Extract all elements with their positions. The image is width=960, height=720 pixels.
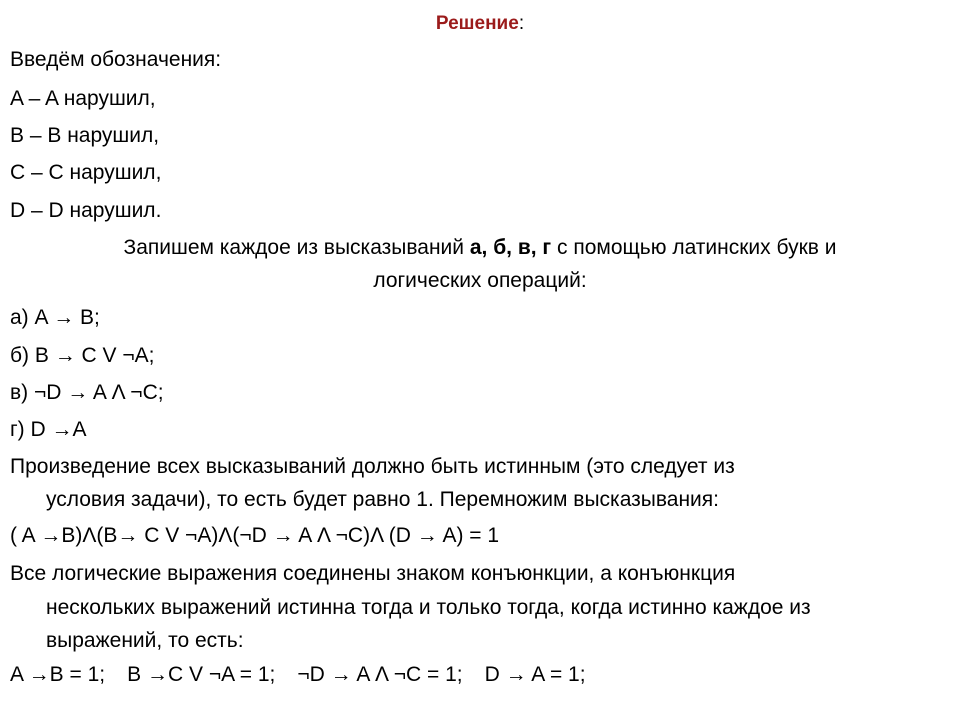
statement-b: б) B → C V ¬A;: [10, 344, 155, 367]
title-colon: :: [518, 13, 525, 34]
final-equation-4: D → A = 1;: [484, 663, 586, 686]
final-equation-3: ¬D → A Λ ¬C = 1;: [297, 663, 463, 686]
instruction-letters: а, б, в, г: [469, 236, 552, 259]
instruction-after: с помощью латинских букв и: [551, 236, 837, 259]
final-equation-1: A →B = 1;: [10, 663, 106, 686]
notation-a: A – A нарушил,: [10, 87, 156, 110]
instruction-line-2: логических операций:: [373, 269, 587, 292]
intro-text: Введём обозначения:: [10, 48, 222, 71]
statement-a: а) A → B;: [10, 306, 100, 329]
statement-v: в) ¬D → A Λ ¬C;: [10, 381, 164, 404]
instruction-line-1: [0, 230, 960, 266]
title-word: Решение: [435, 13, 519, 34]
product-formula: ( A →B)Λ(B→ C V ¬A)Λ(¬D → A Λ ¬C)Λ (D → A) = 1: [10, 524, 500, 547]
notation-b: B – B нарушил,: [10, 124, 160, 147]
conjunction-line-1: Все логические выражения соединены знаком конъюнкции, а конъюнкция: [10, 562, 736, 585]
conjunction-line-2: нескольких выражений истинна тогда и только тогда, когда истинно каждое из: [46, 596, 811, 619]
conjunction-paragraph: [10, 556, 940, 659]
product-line-2: условия задачи), то есть будет равно 1. Перемножим высказывания:: [46, 488, 719, 511]
final-equation-2: B →C V ¬A = 1;: [127, 663, 276, 686]
conjunction-line-3: выражений, то есть:: [46, 629, 244, 652]
instruction-before: Запишем каждое из высказываний: [123, 236, 470, 259]
product-paragraph: [10, 449, 940, 518]
slide-title: [0, 9, 960, 39]
product-line-1: Произведение всех высказываний должно быть истинным (это следует из: [10, 455, 735, 478]
final-equations: [10, 657, 586, 693]
notation-d: D – D нарушил.: [10, 199, 162, 222]
notation-c: C – C нарушил,: [10, 161, 162, 184]
statement-g: г) D →A: [10, 418, 87, 441]
